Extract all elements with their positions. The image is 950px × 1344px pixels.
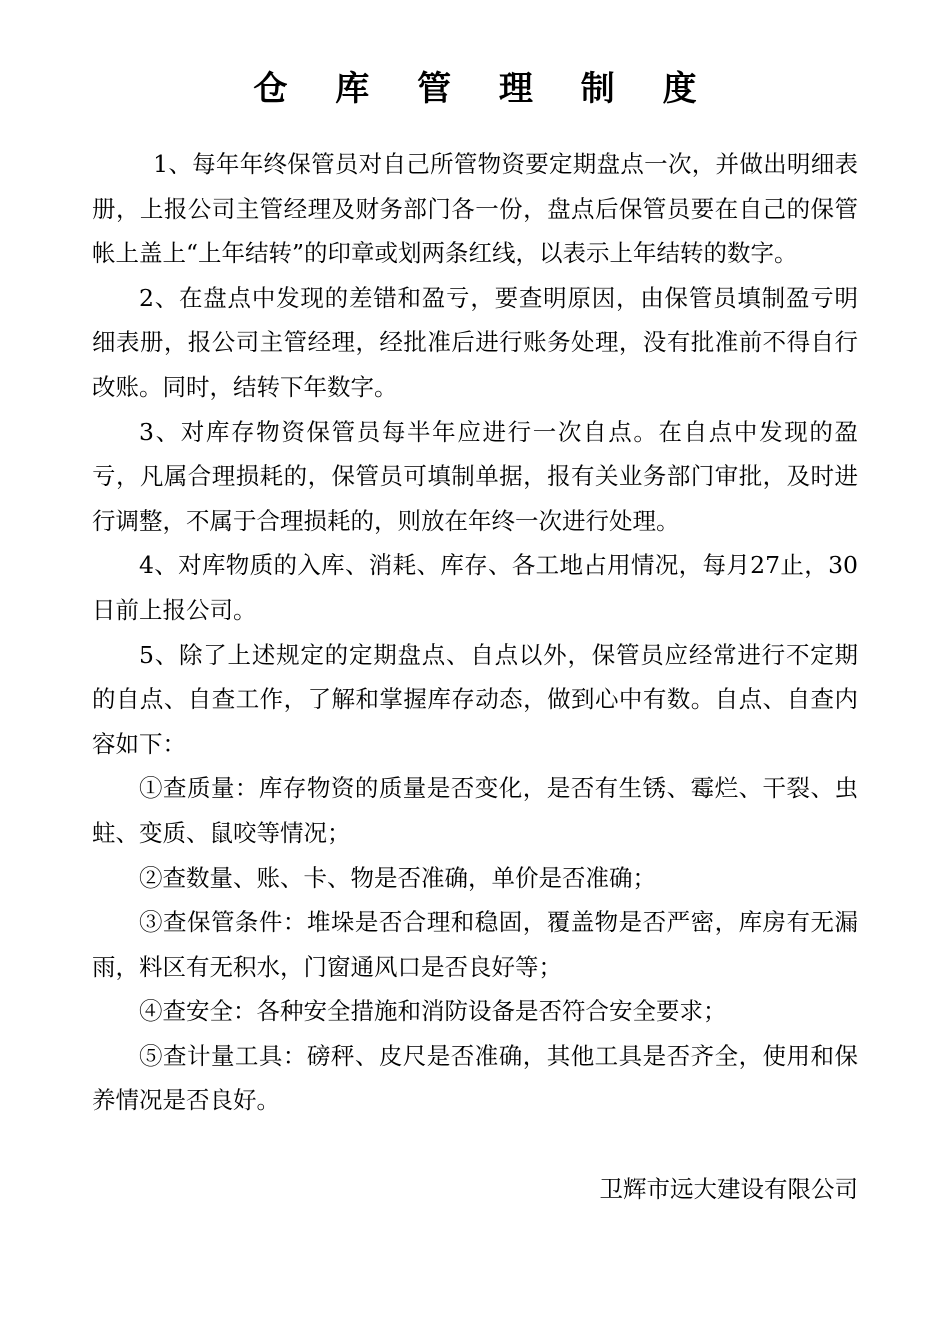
- paragraph-1: 1、每年年终保管员对自己所管物资要定期盘点一次，并做出明细表册，上报公司主管经理及财务部门各一份，盘点后保管员要在自己的保管帐上盖上“上年结转”的印章或划两条红线，以表示上年结转的数字。: [92, 150, 858, 268]
- paragraph-5: 5、除了上述规定的定期盘点、自点以外，保管员应经常进行不定期的自点、自查工作，了解和掌握库存动态，做到心中有数。自点、自查内容如下：: [92, 640, 858, 758]
- document-body: [92, 142, 858, 1123]
- check-item-quality: ①查质量：库存物资的质量是否变化，是否有生锈、霉烂、干裂、虫蛀、变质、鼠咬等情况；: [92, 774, 858, 847]
- company-signature: 卫辉市远大建设有限公司: [599, 1175, 858, 1203]
- check-item-measuring-tools: ⑤查计量工具：磅秤、皮尺是否准确，其他工具是否齐全，使用和保养情况是否良好。: [92, 1041, 858, 1115]
- check-item-storage-conditions: ③查保管条件：堆垛是否合理和稳固，覆盖物是否严密，库房有无漏雨，料区有无积水，门窗通风口是否良好等；: [92, 908, 858, 981]
- check-item-quantity: ②查数量、账、卡、物是否准确，单价是否准确；: [139, 863, 656, 892]
- document-title: 仓 库 管 理 制 度: [253, 69, 715, 109]
- paragraph-3: 3、对库存物资保管员每半年应进行一次自点。在自点中发现的盈亏，凡属合理损耗的，保管员可填制单据，报有关业务部门审批，及时进行调整，不属于合理损耗的，则放在年终一次进行处理。: [92, 417, 858, 535]
- paragraph-2: 2、在盘点中发现的差错和盈亏，要查明原因，由保管员填制盈亏明细表册，报公司主管经理，经批准后进行账务处理，没有批准前不得自行改账。同时，结转下年数字。: [92, 283, 858, 401]
- paragraph-4: 4、对库物质的入库、消耗、库存、各工地占用情况，每月27止，30日前上报公司。: [92, 551, 858, 624]
- check-item-safety: ④查安全：各种安全措施和消防设备是否符合安全要求；: [139, 997, 727, 1026]
